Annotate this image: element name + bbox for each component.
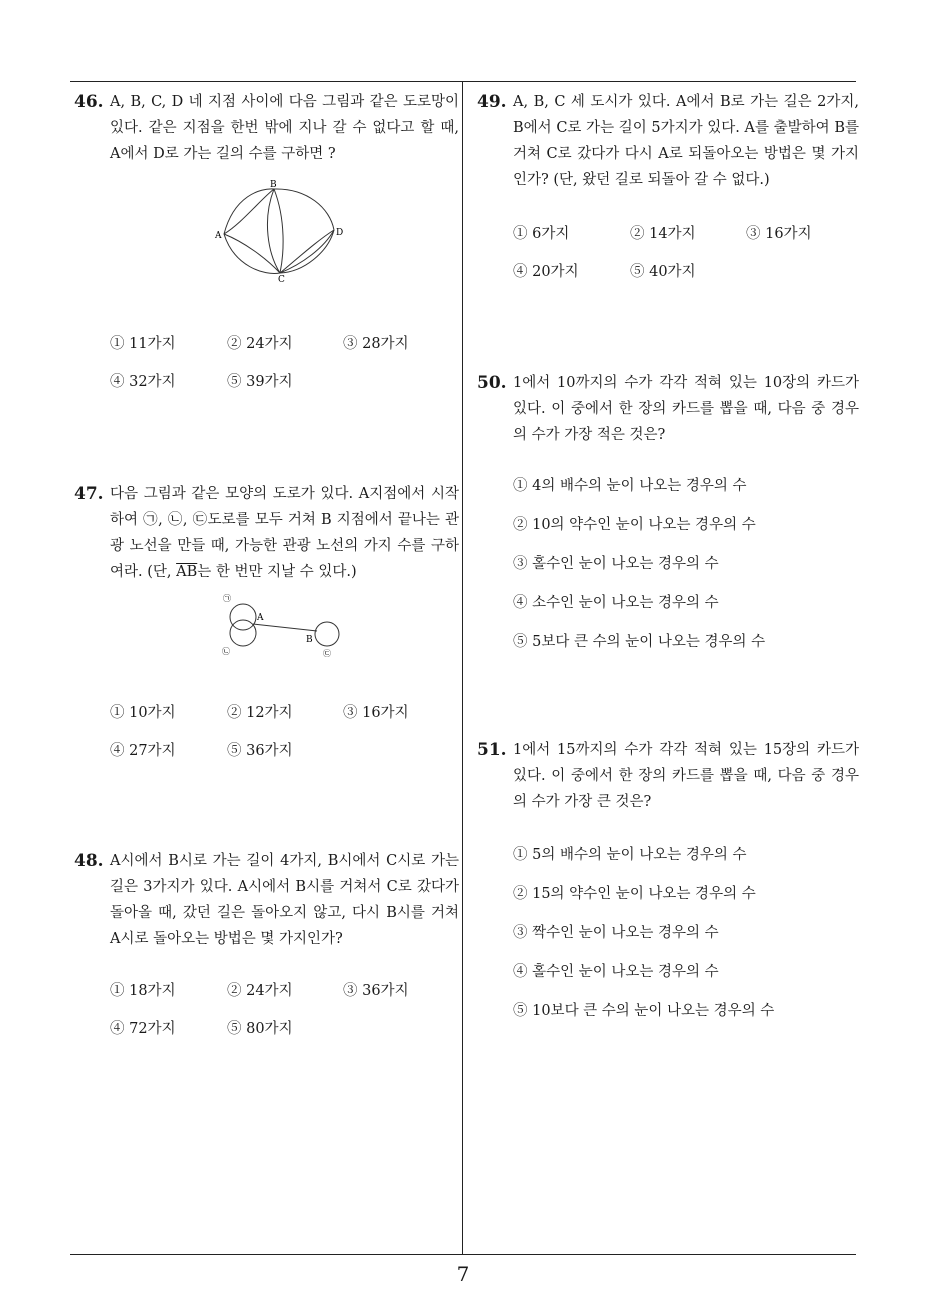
q49-choices xyxy=(513,222,858,282)
choice-5[interactable]: ⑤ 5보다 큰 수의 눈이 나오는 경우의 수 xyxy=(513,634,766,650)
question-number: 49. xyxy=(477,92,507,112)
choice-3[interactable]: ③ 28가지 xyxy=(343,336,409,352)
q50-choices xyxy=(513,474,858,654)
choice-1[interactable]: ① 6가지 xyxy=(513,226,570,242)
choice-1[interactable]: ① 4의 배수의 눈이 나오는 경우의 수 xyxy=(513,478,747,494)
question-text xyxy=(74,481,459,585)
question-text-part: 는 한 번만 지날 수 있다.) xyxy=(197,564,357,580)
question-text-part: 다음 그림과 같은 모양의 도로가 있다. A지점에서 시작하여 ㉠, ㉡, ㉢도로를 모두 거쳐 B 지점에서 끝나는 관광 노선을 만들 때, 가능한 관광 노선의 가지 수를 구하여라. (단, xyxy=(110,486,459,580)
choice-5[interactable]: ⑤ 39가지 xyxy=(227,374,293,390)
q47-road-figure xyxy=(215,590,355,660)
choice-5[interactable]: ⑤ 36가지 xyxy=(227,743,293,759)
question-46 xyxy=(74,89,459,167)
choice-4[interactable]: ④ 소수인 눈이 나오는 경우의 수 xyxy=(513,595,719,611)
figure-label-c: C xyxy=(278,275,285,284)
choice-2[interactable]: ② 14가지 xyxy=(630,226,696,242)
choice-1[interactable]: ① 10가지 xyxy=(110,705,176,721)
choice-3[interactable]: ③ 짝수인 눈이 나오는 경우의 수 xyxy=(513,925,719,941)
figure-label-g3: ㉢ xyxy=(323,649,331,658)
question-text: A시에서 B시로 가는 길이 4가지, B시에서 C시로 가는 길은 3가지가 있다. A시에서 B시를 거쳐서 C로 갔다가 돌아올 때, 갔던 길은 돌아오지 않고, 다시 B시를 거쳐 A시로 돌아오는 방법은 몇 가지인가? xyxy=(110,853,459,947)
choice-5[interactable]: ⑤ 40가지 xyxy=(630,264,696,280)
q47-choices xyxy=(110,701,460,761)
choice-4[interactable]: ④ 20가지 xyxy=(513,264,579,280)
question-number: 51. xyxy=(477,740,507,760)
q46-road-network-figure xyxy=(212,178,347,284)
q48-choices xyxy=(110,979,460,1039)
q46-choices xyxy=(110,332,460,392)
choice-3[interactable]: ③ 16가지 xyxy=(746,226,812,242)
question-49 xyxy=(477,89,859,193)
choice-1[interactable]: ① 11가지 xyxy=(110,336,176,352)
figure-label-a: A xyxy=(215,231,222,241)
figure-label-b: B xyxy=(306,635,313,645)
choice-2[interactable]: ② 24가지 xyxy=(227,336,293,352)
choice-1[interactable]: ① 18가지 xyxy=(110,983,176,999)
page-number: 7 xyxy=(456,1262,470,1286)
choice-1[interactable]: ① 5의 배수의 눈이 나오는 경우의 수 xyxy=(513,847,747,863)
choice-4[interactable]: ④ 72가지 xyxy=(110,1021,176,1037)
figure-label-a: A xyxy=(257,613,264,623)
figure-label-g2: ㉡ xyxy=(222,647,230,656)
choice-4[interactable]: ④ 홀수인 눈이 나오는 경우의 수 xyxy=(513,964,719,980)
bottom-rule xyxy=(70,1254,856,1255)
question-number: 50. xyxy=(477,373,507,393)
choice-5[interactable]: ⑤ 80가지 xyxy=(227,1021,293,1037)
question-48 xyxy=(74,848,459,952)
question-47 xyxy=(74,481,459,585)
q51-choices xyxy=(513,843,858,1023)
figure-label-b: B xyxy=(270,180,277,190)
column-divider xyxy=(462,81,463,1254)
question-51 xyxy=(477,737,859,815)
choice-4[interactable]: ④ 27가지 xyxy=(110,743,176,759)
question-text: A, B, C, D 네 지점 사이에 다음 그림과 같은 도로망이 있다. 같은 지점을 한번 밖에 지나 갈 수 없다고 할 때, A에서 D로 가는 길의 수를 구하면 ? xyxy=(110,94,459,162)
top-rule xyxy=(70,81,856,82)
choice-2[interactable]: ② 24가지 xyxy=(227,983,293,999)
segment-ab: $\overline{AB}$ xyxy=(176,564,198,580)
question-text: A, B, C 세 도시가 있다. A에서 B로 가는 길은 2가지, B에서 C로 가는 길이 5가지가 있다. A를 출발하여 B를 거쳐 C로 갔다가 다시 A로 되돌아오는 방법은 몇 가지인가? (단, 왔던 길로 되돌아 갈 수 없다.) xyxy=(513,94,859,188)
question-text: 1에서 15까지의 수가 각각 적혀 있는 15장의 카드가 있다. 이 중에서 한 장의 카드를 뽑을 때, 다음 중 경우의 수가 가장 큰 것은? xyxy=(513,742,859,810)
choice-3[interactable]: ③ 36가지 xyxy=(343,983,409,999)
question-text: 1에서 10까지의 수가 각각 적혀 있는 10장의 카드가 있다. 이 중에서 한 장의 카드를 뽑을 때, 다음 중 경우의 수가 가장 적은 것은? xyxy=(513,375,859,443)
figure-label-d: D xyxy=(336,228,344,238)
choice-2[interactable]: ② 10의 약수인 눈이 나오는 경우의 수 xyxy=(513,517,756,533)
question-50 xyxy=(477,370,859,448)
choice-2[interactable]: ② 15의 약수인 눈이 나오는 경우의 수 xyxy=(513,886,756,902)
question-number: 47. xyxy=(74,484,104,504)
choice-2[interactable]: ② 12가지 xyxy=(227,705,293,721)
question-number: 46. xyxy=(74,92,104,112)
choice-5[interactable]: ⑤ 10보다 큰 수의 눈이 나오는 경우의 수 xyxy=(513,1003,775,1019)
choice-4[interactable]: ④ 32가지 xyxy=(110,374,176,390)
choice-3[interactable]: ③ 홀수인 눈이 나오는 경우의 수 xyxy=(513,556,719,572)
choice-3[interactable]: ③ 16가지 xyxy=(343,705,409,721)
question-number: 48. xyxy=(74,851,104,871)
figure-label-g1: ㉠ xyxy=(223,594,231,603)
